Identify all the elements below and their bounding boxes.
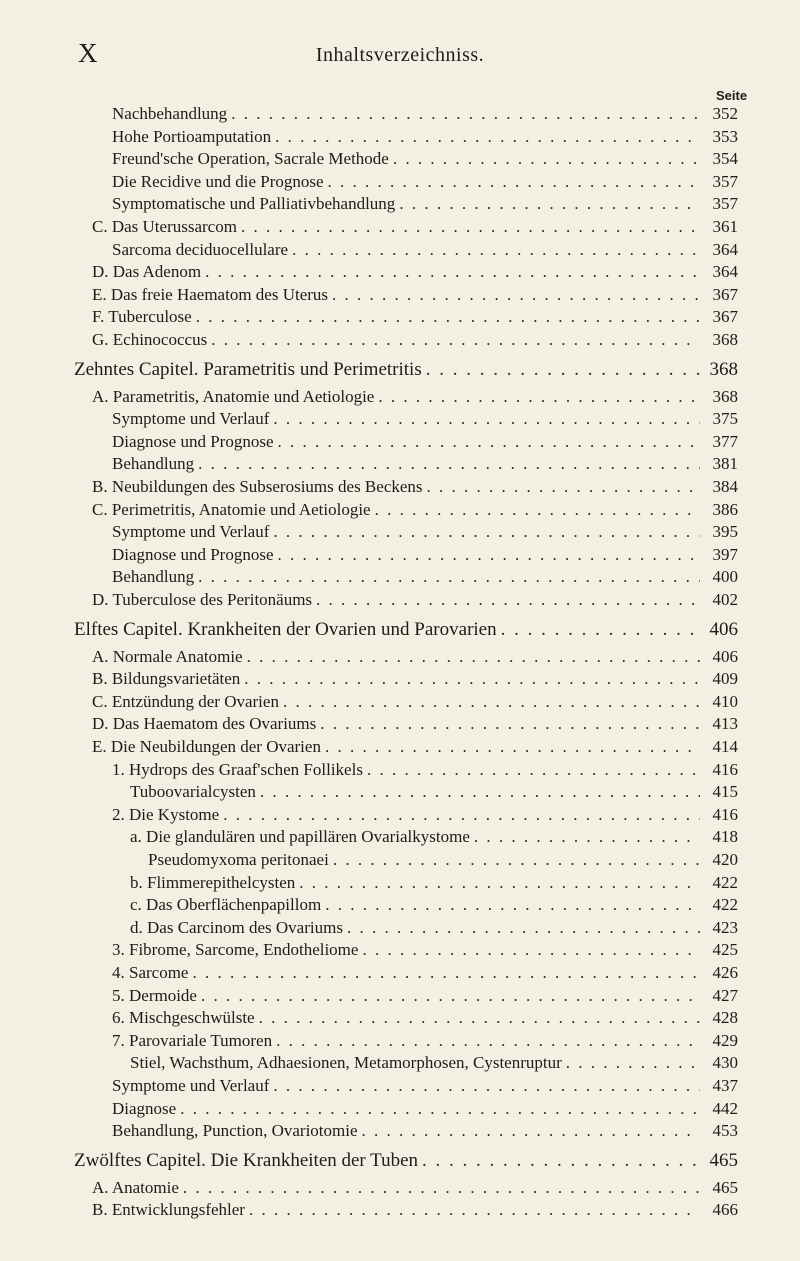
- toc-entry-page: 423: [712, 917, 738, 937]
- dot-leader: [241, 217, 700, 237]
- dot-leader: [211, 330, 700, 350]
- dot-leader: [198, 567, 700, 587]
- dot-leader: [474, 827, 700, 847]
- toc-entry-page: 416: [712, 804, 738, 824]
- toc-entry-label: Symptome und Verlauf: [112, 1076, 270, 1095]
- dot-leader: [273, 409, 700, 429]
- toc-entry: [0, 590, 800, 612]
- dot-leader: [501, 619, 700, 641]
- toc-entry: [0, 522, 800, 544]
- toc-entry: [0, 149, 800, 171]
- dot-leader: [231, 104, 700, 124]
- dot-leader: [249, 1200, 700, 1220]
- toc-entry-page: 406: [709, 618, 738, 640]
- toc-entry: [0, 545, 800, 567]
- toc-entry-label: Behandlung: [112, 567, 195, 587]
- toc-entry: [0, 963, 800, 985]
- toc-entry-page: 437: [712, 1076, 738, 1095]
- toc-entry: [0, 1031, 800, 1053]
- toc-entry: [0, 409, 800, 431]
- toc-entry-label: F. Tuberculose: [92, 307, 192, 327]
- toc-entry-page: 427: [712, 985, 738, 1005]
- toc-entry-label: A. Anatomie: [92, 1177, 179, 1197]
- toc-entry-label: Symptome und Verlauf: [112, 522, 270, 542]
- toc-entry: [0, 918, 800, 940]
- toc-entry-page: 465: [709, 1149, 738, 1171]
- toc-entry-page: 402: [712, 590, 738, 609]
- toc-entry-page: 381: [712, 454, 738, 474]
- toc-entry: [0, 1121, 800, 1143]
- toc-entry-page: 352: [712, 104, 738, 123]
- dot-leader: [277, 545, 700, 565]
- dot-leader: [283, 692, 700, 712]
- toc-entry-label: Behandlung: [112, 454, 195, 474]
- toc-entry-label: Nachbehandlung: [112, 104, 228, 123]
- toc-entry-page: 426: [712, 963, 738, 982]
- toc-entry-label: Zehntes Capitel. Parametritis und Perimetritis: [74, 358, 422, 380]
- toc-entry: [0, 805, 800, 827]
- dot-leader: [196, 307, 700, 327]
- toc-entry-label: Elftes Capitel. Krankheiten der Ovarien und Parovarien: [74, 618, 497, 640]
- dot-leader: [292, 240, 700, 260]
- toc-entry: [0, 850, 800, 872]
- toc-entry-page: 368: [712, 330, 738, 349]
- toc-entry-label: B. Entwicklungsfehler: [92, 1200, 245, 1220]
- dot-leader: [275, 127, 700, 147]
- dot-leader: [277, 432, 700, 452]
- toc-entry-page: 428: [712, 1008, 738, 1028]
- toc-entry-label: G. Echinococcus: [92, 330, 208, 349]
- dot-leader: [375, 500, 700, 520]
- toc-entry: [0, 692, 800, 714]
- toc-entry-page: 430: [712, 1053, 738, 1073]
- toc-entry-page: 413: [712, 714, 738, 734]
- dot-leader: [378, 387, 700, 407]
- toc-entry-label: b. Flimmerepithelcysten: [130, 872, 296, 892]
- toc-entry-page: 414: [712, 737, 738, 756]
- running-head: [0, 40, 800, 70]
- toc-entry-label: C. Das Uterussarcom: [92, 217, 237, 236]
- toc-entry-label: c. Das Oberflächenpapillom: [130, 895, 322, 915]
- dot-leader: [332, 285, 700, 305]
- toc-entry-label: a. Die glandulären und papillären Ovarialkystome: [130, 827, 470, 847]
- toc-entry-label: Hohe Portioamputation: [112, 126, 272, 146]
- toc-entry-label: Diagnose und Prognose: [112, 431, 274, 451]
- toc-entry: [0, 432, 800, 454]
- toc-entry-page: 466: [712, 1200, 738, 1220]
- running-head-title: Inhaltsverzeichniss.: [315, 44, 485, 66]
- toc-entry-label: A. Parametritis, Anatomie und Aetiologie: [92, 386, 375, 406]
- toc-entry-page: 375: [712, 409, 738, 429]
- toc-entry: [0, 127, 800, 149]
- toc-entry-label: Symptome und Verlauf: [112, 409, 270, 429]
- dot-leader: [422, 1150, 700, 1172]
- toc-chapter-entry: [0, 1150, 800, 1172]
- toc-entry-label: D. Tuberculose des Peritonäums: [92, 590, 313, 609]
- toc-entry: [0, 873, 800, 895]
- toc-entry-page: 465: [712, 1177, 738, 1197]
- toc-entry-label: C. Perimetritis, Anatomie und Aetiologie: [92, 499, 371, 519]
- dot-leader: [205, 262, 700, 282]
- toc-entry-page: 416: [712, 759, 738, 779]
- toc-entry: [0, 782, 800, 804]
- toc-entry: [0, 307, 800, 329]
- toc-entry: [0, 714, 800, 736]
- toc-entry-label: B. Bildungsvarietäten: [92, 669, 241, 689]
- toc-entry-label: D. Das Haematom des Ovariums: [92, 714, 317, 734]
- dot-leader: [183, 1178, 700, 1198]
- toc-entry-label: Diagnose: [112, 1098, 177, 1118]
- toc-entry-page: 425: [712, 940, 738, 960]
- dot-leader: [201, 986, 700, 1006]
- toc-entry-label: 3. Fibrome, Sarcome, Endotheliome: [112, 940, 359, 960]
- toc-entry-label: 6. Mischgeschwülste: [112, 1008, 255, 1028]
- dot-leader: [316, 590, 700, 610]
- toc-entry-page: 367: [712, 307, 738, 327]
- toc-entry-page: 395: [712, 522, 738, 542]
- toc-entry-label: Zwölftes Capitel. Die Krankheiten der Tuben: [74, 1149, 419, 1171]
- dot-leader: [399, 194, 700, 214]
- toc-entry: [0, 895, 800, 917]
- toc-entry-label: C. Entzündung der Ovarien: [92, 691, 279, 711]
- toc-entry-label: Tuboovarialcysten: [130, 782, 256, 802]
- toc-entry: [0, 1200, 800, 1222]
- toc-entry-label: B. Neubildungen des Subserosiums des Beckens: [92, 477, 423, 496]
- toc-entry-page: 361: [712, 217, 738, 236]
- dot-leader: [299, 873, 700, 893]
- toc-entry: [0, 760, 800, 782]
- dot-leader: [367, 760, 700, 780]
- toc-entry-label: Freund'sche Operation, Sacrale Methode: [112, 149, 389, 169]
- toc-entry: [0, 647, 800, 669]
- toc-entry-label: A. Normale Anatomie: [92, 646, 243, 666]
- toc-entry-page: 410: [712, 691, 738, 711]
- toc-entry: [0, 567, 800, 589]
- dot-leader: [244, 669, 700, 689]
- dot-leader: [325, 737, 700, 757]
- dot-leader: [260, 782, 700, 802]
- toc-entry: [0, 500, 800, 522]
- dot-leader: [247, 647, 700, 667]
- toc-entry: [0, 986, 800, 1008]
- toc-entry-page: 368: [709, 358, 738, 380]
- toc-entry: [0, 387, 800, 409]
- toc-entry: [0, 330, 800, 352]
- toc-entry: [0, 1008, 800, 1030]
- dot-leader: [198, 454, 700, 474]
- toc-entry: [0, 1178, 800, 1200]
- toc-entry-label: Sarcoma deciduocellulare: [112, 239, 289, 259]
- toc-entry-label: Die Recidive und die Prognose: [112, 171, 324, 191]
- page-number: X: [78, 38, 98, 68]
- toc-entry: [0, 940, 800, 962]
- dot-leader: [273, 522, 700, 542]
- toc-entry: [0, 1099, 800, 1121]
- toc-entry-label: Stiel, Wachsthum, Adhaesionen, Metamorphosen, Cystenruptur: [130, 1053, 562, 1073]
- page-column-label: Seite: [716, 88, 748, 103]
- toc-entry-page: 354: [712, 149, 738, 169]
- toc-entry-label: 5. Dermoide: [112, 985, 197, 1005]
- toc-entry-label: E. Die Neubildungen der Ovarien: [92, 737, 321, 756]
- toc-entry: [0, 669, 800, 691]
- toc-entry-label: 4. Sarcome: [112, 963, 189, 982]
- toc-entry-label: d. Das Carcinom des Ovariums: [130, 917, 343, 937]
- toc-entry-page: 377: [712, 431, 738, 451]
- toc-entry-page: 453: [712, 1121, 738, 1141]
- dot-leader: [223, 805, 700, 825]
- toc-entry: [0, 240, 800, 262]
- toc-entry-page: 400: [712, 567, 738, 587]
- toc-entry-page: 429: [712, 1030, 738, 1050]
- toc-entry: [0, 827, 800, 849]
- toc-entry-label: Symptomatische und Palliativbehandlung: [112, 194, 396, 214]
- dot-leader: [426, 359, 700, 381]
- toc-entry-page: 420: [712, 850, 738, 869]
- dot-leader: [259, 1008, 700, 1028]
- toc-entry-page: 353: [712, 126, 738, 146]
- toc-entry-label: 1. Hydrops des Graaf'schen Follikels: [112, 759, 363, 779]
- toc-entry-label: Diagnose und Prognose: [112, 544, 274, 564]
- dot-leader: [273, 1076, 700, 1096]
- toc-entry-page: 357: [712, 194, 738, 214]
- dot-leader: [566, 1053, 700, 1073]
- toc-entry-page: 409: [712, 669, 738, 689]
- dot-leader: [320, 714, 700, 734]
- toc-entry-page: 422: [712, 895, 738, 915]
- toc-entry-page: 364: [712, 239, 738, 259]
- toc-entry: [0, 194, 800, 216]
- dot-leader: [192, 963, 700, 983]
- toc-entry-page: 368: [712, 386, 738, 406]
- dot-leader: [393, 149, 700, 169]
- toc-entry-page: 415: [712, 782, 738, 802]
- dot-leader: [328, 172, 700, 192]
- toc-entry-page: 397: [712, 544, 738, 564]
- toc-entry-label: D. Das Adenom: [92, 262, 202, 282]
- toc-entry: [0, 172, 800, 194]
- toc-entry-page: 384: [712, 477, 738, 496]
- toc-entry-label: Behandlung, Punction, Ovariotomie: [112, 1121, 358, 1141]
- toc-entry-page: 386: [712, 499, 738, 519]
- dot-leader: [362, 1121, 700, 1141]
- dot-leader: [427, 477, 700, 497]
- toc-entry-label: E. Das freie Haematom des Uterus: [92, 284, 329, 304]
- toc-entry-label: Pseudomyxoma peritonaei: [148, 850, 329, 869]
- dot-leader: [325, 895, 700, 915]
- dot-leader: [276, 1031, 700, 1051]
- toc-entry-page: 418: [712, 827, 738, 847]
- toc-entry: [0, 217, 800, 239]
- toc-entry: [0, 104, 800, 126]
- toc-entry-page: 357: [712, 171, 738, 191]
- dot-leader: [333, 850, 700, 870]
- toc-entry-page: 406: [712, 646, 738, 666]
- toc-entry-page: 422: [712, 872, 738, 892]
- toc-entry: [0, 737, 800, 759]
- dot-leader: [347, 918, 700, 938]
- toc-entry: [0, 454, 800, 476]
- toc-entry: [0, 285, 800, 307]
- toc-entry: [0, 1076, 800, 1098]
- dot-leader: [180, 1099, 700, 1119]
- toc-chapter-entry: [0, 619, 800, 641]
- toc-chapter-entry: [0, 359, 800, 381]
- toc-entry: [0, 1053, 800, 1075]
- toc-entry-page: 364: [712, 262, 738, 282]
- toc-entry-label: 7. Parovariale Tumoren: [112, 1030, 273, 1050]
- toc-entry: [0, 477, 800, 499]
- dot-leader: [362, 940, 700, 960]
- toc-entry: [0, 262, 800, 284]
- toc-entry-label: 2. Die Kystome: [112, 804, 220, 824]
- toc-entry-page: 367: [712, 284, 738, 304]
- toc-entry-page: 442: [712, 1098, 738, 1118]
